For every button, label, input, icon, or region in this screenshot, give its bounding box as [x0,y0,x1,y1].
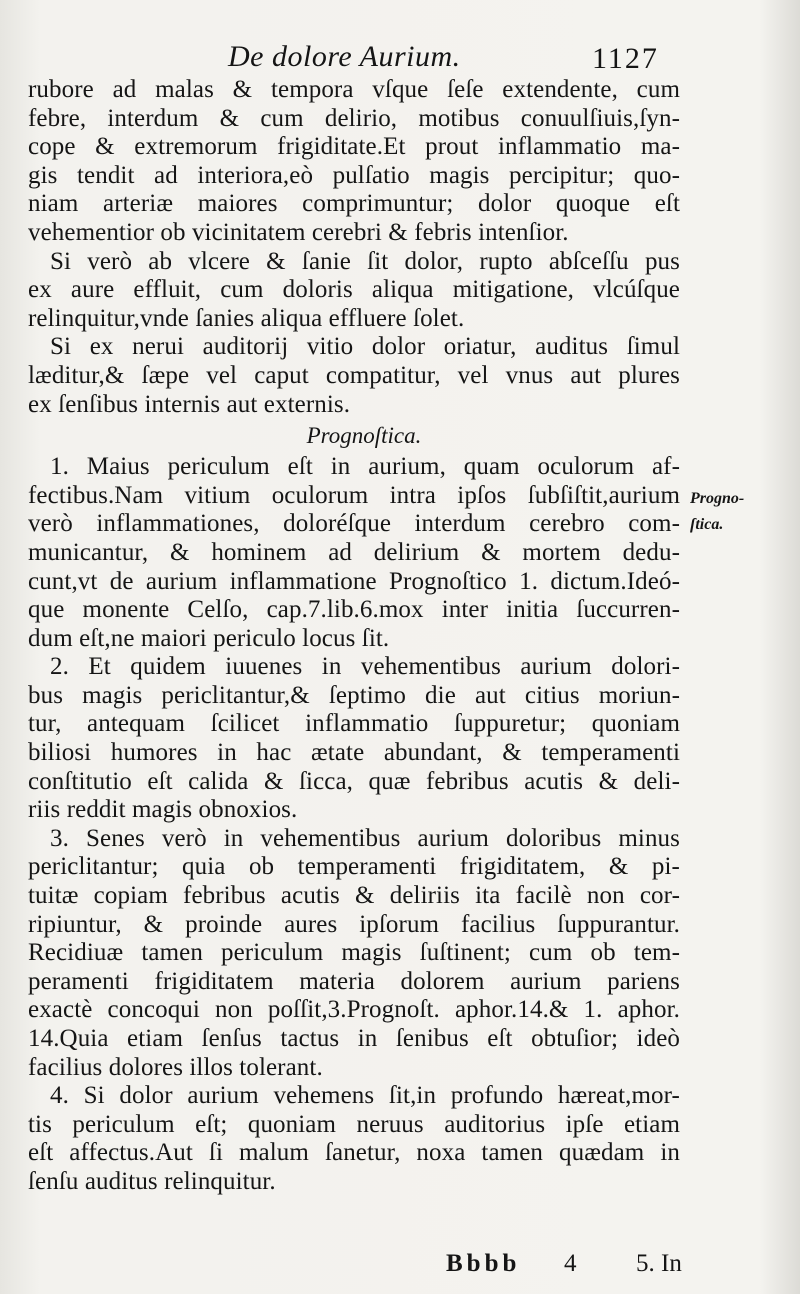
text-line: cunt,vt de aurium inflammatione Prognoſtico 1. dictum.Ideó- [28,567,680,595]
paragraph-2 [28,248,680,334]
text-line: exactè concoqui non poſſit,3.Prognoſt. aphor.14.& 1. aphor. [28,996,680,1024]
text-line: tuitæ copiam febribus acutis & deliriis ita facilè non cor- [28,882,680,910]
text-line: Si ex nerui auditorij vitio dolor oriatur, auditus ſimul [50,333,680,361]
paragraph-1 [28,76,680,248]
text-line: eſt affectus.Aut ſi malum ſanetur, noxa tamen quædam in [28,1139,680,1167]
text-line: verò inflammationes, doloréſque interdum cerebro com- [28,510,680,538]
text-line: riis reddit magis obnoxios. [28,796,298,824]
text-line: 14.Quia etiam ſenſus tactus in ſenibus eſt obtuſior; ideò [28,1025,680,1052]
text-line: 2. Et quidem iuuenes in vehementibus aurium dolori- [50,653,680,681]
text-line: conſtitutio eſt calida & ſicca, quæ febribus acutis & deli- [28,767,680,795]
text-line: periclitantur; quia ob temperamenti frigiditatem, & pi- [28,853,680,881]
text-line: 1. Maius periculum eſt in aurium, quam oculorum af- [50,453,680,481]
text-line: cope & extremorum frigiditate.Et prout inflammatio ma- [28,133,680,161]
text-line: que monente Celſo, cap.7.lib.6.mox inter initia ſuccurren- [28,596,680,624]
text-line: 4. Si dolor aurium vehemens ſit,in profundo hæreat,mor- [50,1082,680,1110]
page-header [0,38,800,78]
text-line: 3. Senes verò in vehementibus aurium doloribus minus [50,824,680,852]
catchword: 5. In [636,1250,682,1277]
margin-note [690,486,790,538]
text-line: gis tendit ad interiora,eò pulſatio magis percipitur; quo- [28,161,680,189]
text-line: læditur,& ſæpe vel caput compatitur, vel vnus aut plures [28,361,680,389]
text-line: municantur, & hominem ad delirium & mortem dedu- [28,538,680,566]
text-line: facilius dolores illos tolerant. [28,1053,323,1081]
prognostica-item-1 [28,453,680,653]
prognostica-item-2 [28,653,680,825]
page-footer [446,1250,686,1280]
text-line: febre, interdum & cum delirio, motibus conuulſiuis,ſyn- [28,104,680,132]
text-line: relinquitur,vnde ſanies aliqua effluere ſolet. [28,304,465,332]
text-line: dum eſt,ne maiori periculo locus ſit. [28,624,390,652]
text-line: Si verò ab vlcere & ſanie ſit dolor, rupto abſceſſu pus [50,247,680,275]
text-line: ſenſu auditus relinquitur. [28,1167,276,1195]
text-line: niam arteriæ maiores comprimuntur; dolor quoque eſt [28,190,680,218]
paragraph-3 [28,333,680,419]
text-line: bus magis periclitantur,& ſeptimo die aut citius moriun- [28,681,680,709]
body-text [28,76,680,1197]
page-number: 1127 [592,42,659,75]
margin-note-line: ſtica. [690,516,724,533]
text-line: ex ſenſibus internis aut externis. [28,390,351,418]
prognostica-item-3 [28,825,680,1082]
section-heading: Prognoſtica. [306,423,422,449]
prognostica-item-4 [28,1082,680,1196]
text-line: biliosi humores in hac ætate abundant, & temperamenti [28,739,680,767]
text-line: ripiuntur, & proinde aures ipſorum facilius ſuppurantur. [28,910,680,938]
running-head: De dolore Aurium. [228,40,461,73]
text-line: Recidiuæ tamen periculum magis ſuſtinent; cum ob tem- [28,939,680,967]
signature-mark: Bbbb [446,1250,521,1277]
margin-note-line: Progno- [690,490,745,507]
text-line: tis periculum eſt; quoniam neruus auditorius ipſe etiam [28,1110,680,1138]
text-line: tur, antequam ſcilicet inflammatio ſuppuretur; quoniam [28,710,680,738]
signature-number: 4 [564,1250,577,1277]
text-line: rubore ad malas & tempora vſque ſeſe extendente, cum [28,76,680,103]
text-line: vehementior ob vicinitatem cerebri & febris intenſior. [28,218,569,246]
text-line: peramenti frigiditatem materia dolorem aurium pariens [28,967,680,995]
text-line: fectibus.Nam vitium oculorum intra ipſos ſubſiſtit,aurium [28,481,680,509]
text-line: ex aure effluit, cum doloris aliqua mitigatione, vlcúſque [28,276,680,304]
